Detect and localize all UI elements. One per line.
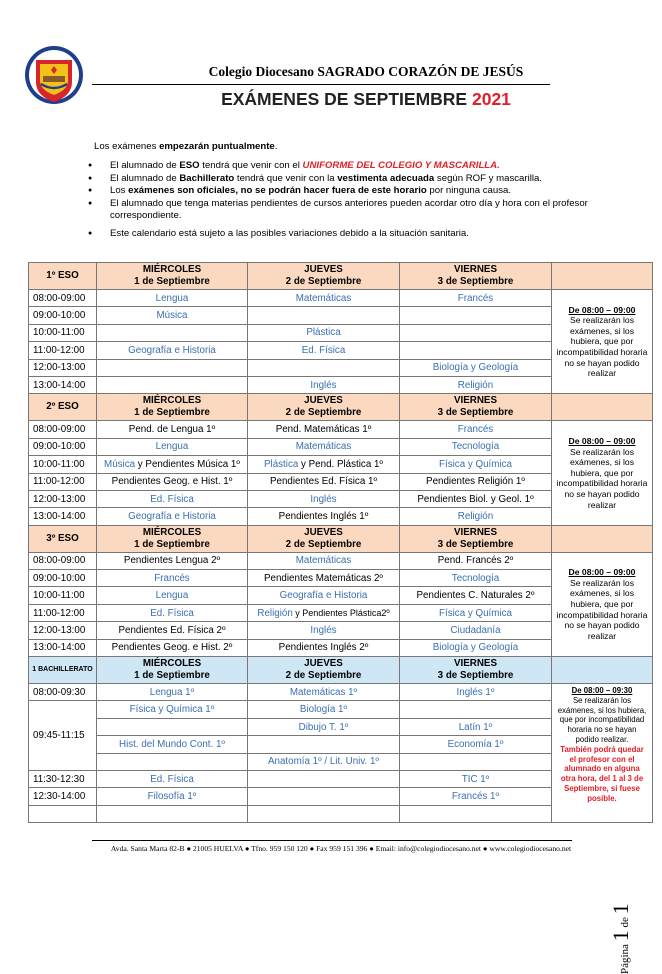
- exam-cell: Geografía e Historia: [97, 508, 248, 525]
- exam-cell: Inglés: [248, 490, 400, 507]
- exam-cell: Lengua 1º: [97, 684, 248, 701]
- day-header: MIÉRCOLES 1 de Septiembre: [97, 657, 248, 684]
- day-header: JUEVES 2 de Septiembre: [248, 525, 400, 552]
- time-cell: 13:00-14:00: [29, 508, 97, 525]
- day-header: MIÉRCOLES 1 de Septiembre: [97, 525, 248, 552]
- table-row: [29, 421, 653, 438]
- exam-cell: [400, 324, 552, 341]
- exam-cell: Matemáticas 1º: [248, 684, 400, 701]
- exam-cell: Tecnología: [400, 570, 552, 587]
- time-cell: [29, 805, 97, 822]
- exam-cell: Religión: [400, 508, 552, 525]
- day-header: VIERNES 3 de Septiembre: [400, 657, 552, 684]
- exam-cell: [97, 718, 248, 735]
- table-row: [29, 684, 653, 701]
- time-cell: 13:00-14:00: [29, 639, 97, 656]
- exam-cell: Inglés: [248, 376, 400, 393]
- note-bachillerato: ● El alumnado de Bachillerato tendrá que venir con la vestimenta adecuada según ROF y mascarilla.: [88, 173, 600, 186]
- exam-cell: [248, 736, 400, 753]
- time-cell: 10:00-11:00: [29, 587, 97, 604]
- time-cell: 11:30-12:30: [29, 770, 97, 787]
- school-name: Colegio Diocesano SAGRADO CORAZÓN DE JESÚS: [208, 64, 524, 79]
- notes-list: [88, 160, 600, 240]
- time-cell: 10:00-11:00: [29, 456, 97, 473]
- exam-cell: Plástica y Pend. Plástica 1º: [248, 456, 400, 473]
- time-cell: 09:45-11:15: [29, 701, 97, 771]
- day-header: VIERNES 3 de Septiembre: [400, 394, 552, 421]
- exam-cell: [97, 376, 248, 393]
- time-cell: 08:00-09:00: [29, 552, 97, 569]
- day-header: JUEVES 2 de Septiembre: [248, 657, 400, 684]
- footer-rule: [92, 840, 572, 841]
- block-header: [29, 657, 653, 684]
- exam-cell: Inglés 1º: [400, 684, 552, 701]
- note-header: [552, 263, 653, 290]
- day-header: JUEVES 2 de Septiembre: [248, 394, 400, 421]
- page-number: Página 1 de 1: [608, 903, 633, 974]
- note-header: [552, 394, 653, 421]
- exam-cell: Pend. Francés 2º: [400, 552, 552, 569]
- exam-cell: Pendientes C. Naturales 2º: [400, 587, 552, 604]
- exam-cell: [400, 307, 552, 324]
- note-variations: ● Este calendario está sujeto a las posibles variaciones debido a la situación sanitaria.: [88, 228, 600, 241]
- time-cell: 12:30-14:00: [29, 788, 97, 805]
- exam-cell: Lengua: [97, 587, 248, 604]
- exam-cell: Religión: [400, 376, 552, 393]
- exam-cell: Religión y Pendientes Plástica2º: [248, 604, 400, 621]
- day-header: MIÉRCOLES 1 de Septiembre: [97, 394, 248, 421]
- exam-cell: [248, 805, 400, 822]
- exam-cell: [400, 701, 552, 718]
- exam-cell: Pendientes Inglés 2º: [248, 639, 400, 656]
- exam-cell: Inglés: [248, 622, 400, 639]
- exam-cell: Lengua: [97, 290, 248, 307]
- exam-cell: Francés: [97, 570, 248, 587]
- course-label: 3º ESO: [29, 525, 97, 552]
- exam-cell: [97, 359, 248, 376]
- exam-cell: [248, 359, 400, 376]
- course-label: 1º ESO: [29, 263, 97, 290]
- exam-calendar-table: [28, 262, 653, 823]
- time-cell: 13:00-14:00: [29, 376, 97, 393]
- exam-cell: Física y Química: [400, 456, 552, 473]
- time-cell: 08:00-09:00: [29, 290, 97, 307]
- block-header: [29, 525, 653, 552]
- exam-cell: Tecnología: [400, 438, 552, 455]
- course-label: 1 BACHILLERATO: [29, 657, 97, 684]
- footer-address: Avda. Santa Marta 82-B ● 21005 HUELVA ● Tfno. 959 150 120 ● Fax 959 151 396 ● Email: info@colegiodiocesano.net ● www.colegiodiocesano.net: [110, 844, 572, 853]
- exam-cell: Matemáticas: [248, 552, 400, 569]
- course-label: 2º ESO: [29, 394, 97, 421]
- exam-cell: Pend. de Lengua 1º: [97, 421, 248, 438]
- exam-cell: Francés 1º: [400, 788, 552, 805]
- exam-cell: Pendientes Matemáticas 2º: [248, 570, 400, 587]
- exam-cell: Lengua: [97, 438, 248, 455]
- time-cell: 12:00-13:00: [29, 622, 97, 639]
- schedule-note: De 08:00 – 09:00 Se realizarán los exámenes, si los hubiera, que por incompatibilidad horaria no se hayan podido realizar: [552, 290, 653, 394]
- exam-cell: Filosofía 1º: [97, 788, 248, 805]
- intro-text: Los exámenes empezarán puntualmente.: [94, 141, 278, 152]
- exam-cell: Pendientes Inglés 1º: [248, 508, 400, 525]
- exam-cell: Francés: [400, 290, 552, 307]
- schedule-note: De 08:00 – 09:00 Se realizarán los exámenes, si los hubiera, que por incompatibilidad horaria no se hayan podido realizar: [552, 552, 653, 656]
- page-title: EXÁMENES DE SEPTIEMBRE 2021: [221, 89, 511, 109]
- time-cell: 12:00-13:00: [29, 359, 97, 376]
- time-cell: 08:00-09:00: [29, 421, 97, 438]
- schedule-note: De 08:00 – 09:30 Se realizarán los exámenes, si los hubiera, que por incompatibilidad horaria no se hayan podido realizar. También podrá quedar el profesor con el alumnado en alguna otra hora, del 1 al 3 de Septiembre, si fuese posible.: [552, 684, 653, 823]
- block-header: [29, 394, 653, 421]
- exam-cell: Plástica: [248, 324, 400, 341]
- time-cell: 11:00-12:00: [29, 604, 97, 621]
- exam-cell: [248, 770, 400, 787]
- note-official: ● Los exámenes son oficiales, no se podrán hacer fuera de este horario por ninguna causa.: [88, 185, 600, 198]
- schedule-note: De 08:00 – 09:00 Se realizarán los exámenes, si los hubiera, que por incompatibilidad horaria no se hayan podido realizar: [552, 421, 653, 525]
- exam-cell: Música: [97, 307, 248, 324]
- exam-cell: Ed. Física: [97, 604, 248, 621]
- table-row: [29, 290, 653, 307]
- time-cell: 09:00-10:00: [29, 307, 97, 324]
- day-header: VIERNES 3 de Septiembre: [400, 263, 552, 290]
- exam-cell: Ed. Física: [248, 342, 400, 359]
- day-header: VIERNES 3 de Septiembre: [400, 525, 552, 552]
- exam-cell: Matemáticas: [248, 290, 400, 307]
- exam-cell: Biología 1º: [248, 701, 400, 718]
- note-uniform: ● El alumnado de ESO tendrá que venir con el UNIFORME DEL COLEGIO Y MASCARILLA.: [88, 160, 600, 173]
- exam-cell: Biología y Geología: [400, 639, 552, 656]
- exam-cell: [97, 324, 248, 341]
- time-cell: 12:00-13:00: [29, 490, 97, 507]
- exam-cell: Geografía e Historia: [248, 587, 400, 604]
- time-cell: 09:00-10:00: [29, 570, 97, 587]
- exam-cell: [400, 342, 552, 359]
- exam-cell: Pendientes Biol. y Geol. 1º: [400, 490, 552, 507]
- note-pending: ● El alumnado que tenga materias pendientes de cursos anteriores pueden acordar otro día y hora con el profesor correspondiente.: [88, 198, 600, 223]
- exam-cell: Música y Pendientes Música 1º: [97, 456, 248, 473]
- exam-cell: Pendientes Religión 1º: [400, 473, 552, 490]
- exam-cell: [248, 307, 400, 324]
- time-cell: 09:00-10:00: [29, 438, 97, 455]
- exam-cell: [400, 753, 552, 770]
- exam-cell: Física y Química: [400, 604, 552, 621]
- exam-cell: Pendientes Ed. Física 1º: [248, 473, 400, 490]
- table-row: [29, 552, 653, 569]
- exam-cell: Matemáticas: [248, 438, 400, 455]
- exam-cell: Geografía e Historia: [97, 342, 248, 359]
- exam-cell: [97, 753, 248, 770]
- exam-cell: Pend. Matemáticas 1º: [248, 421, 400, 438]
- exam-cell: Pendientes Geog. e Hist. 1º: [97, 473, 248, 490]
- time-cell: 11:00-12:00: [29, 342, 97, 359]
- exam-cell: Ed. Física: [97, 770, 248, 787]
- exam-cell: Física y Química 1º: [97, 701, 248, 718]
- time-cell: 08:00-09:30: [29, 684, 97, 701]
- exam-cell: Latín 1º: [400, 718, 552, 735]
- day-header: JUEVES 2 de Septiembre: [248, 263, 400, 290]
- exam-cell: Ed. Física: [97, 490, 248, 507]
- exam-cell: Biología y Geología: [400, 359, 552, 376]
- block-header: [29, 263, 653, 290]
- exam-cell: [97, 805, 248, 822]
- exam-cell: Pendientes Ed. Física 2º: [97, 622, 248, 639]
- note-header: [552, 657, 653, 684]
- day-header: MIÉRCOLES 1 de Septiembre: [97, 263, 248, 290]
- exam-cell: [248, 788, 400, 805]
- exam-cell: Hist. del Mundo Cont. 1º: [97, 736, 248, 753]
- exam-cell: Dibujo T. 1º: [248, 718, 400, 735]
- time-cell: 10:00-11:00: [29, 324, 97, 341]
- exam-cell: Pendientes Lengua 2º: [97, 552, 248, 569]
- note-header: [552, 525, 653, 552]
- exam-cell: Pendientes Geog. e Hist. 2º: [97, 639, 248, 656]
- time-cell: 11:00-12:00: [29, 473, 97, 490]
- exam-cell: TIC 1º: [400, 770, 552, 787]
- exam-cell: [400, 805, 552, 822]
- exam-cell: Ciudadanía: [400, 622, 552, 639]
- exam-cell: Francés: [400, 421, 552, 438]
- exam-cell: Anatomía 1º / Lit. Univ. 1º: [248, 753, 400, 770]
- header-rule: [92, 84, 550, 85]
- exam-cell: Economía 1º: [400, 736, 552, 753]
